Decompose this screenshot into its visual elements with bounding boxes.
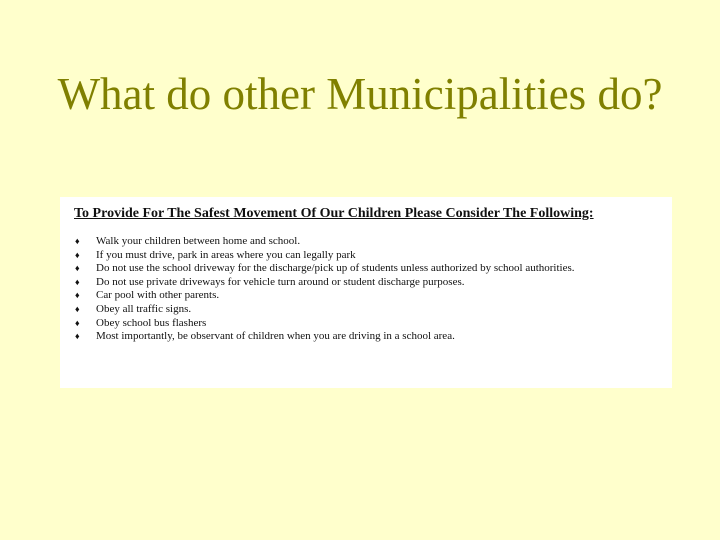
list-item-text: Car pool with other parents. — [96, 289, 220, 302]
rule-list — [74, 235, 672, 344]
list-item-text: Obey all traffic signs. — [96, 302, 192, 315]
diamond-bullet-icon: ♦ — [75, 236, 80, 246]
list-item — [74, 289, 672, 303]
list-item — [74, 276, 672, 290]
notice-heading: To Provide For The Safest Movement Of Our Children Please Consider The Following: — [74, 206, 594, 221]
list-item-text: If you must drive, park in areas where you can legally park — [96, 248, 356, 261]
notice-image-box — [60, 197, 672, 388]
diamond-bullet-icon: ♦ — [75, 290, 80, 301]
list-item-text: Do not use the school driveway for the discharge/pick up of students unless authorized by school authorities. — [96, 262, 575, 275]
diamond-bullet-icon: ♦ — [75, 276, 80, 287]
diamond-bullet-icon: ♦ — [75, 317, 80, 328]
list-item — [74, 330, 672, 344]
diamond-bullet-icon: ♦ — [75, 331, 80, 342]
diamond-bullet-icon: ♦ — [75, 249, 80, 260]
list-item-text: Do not use private driveways for vehicle turn around or student discharge purposes. — [96, 275, 465, 288]
list-item — [74, 262, 672, 276]
list-item-text: Most importantly, be observant of children when you are driving in a school area. — [96, 330, 455, 343]
list-item — [74, 249, 672, 263]
slide-title: What do other Municipalities do? — [57, 69, 663, 119]
list-item-text: Obey school bus flashers — [96, 316, 207, 329]
list-item — [74, 303, 672, 317]
diamond-bullet-icon: ♦ — [75, 263, 80, 274]
list-item-text: Walk your children between home and school. — [96, 235, 301, 247]
list-item — [74, 235, 672, 249]
diamond-bullet-icon: ♦ — [75, 303, 80, 314]
list-item — [74, 317, 672, 331]
